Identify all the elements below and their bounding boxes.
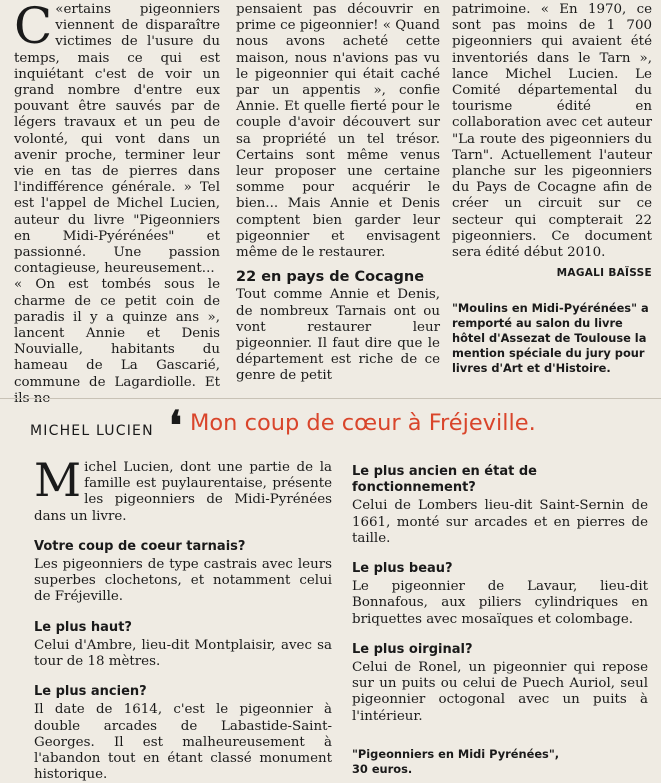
byline: MAGALI BAÏSSE bbox=[556, 267, 652, 280]
award-note: "Moulins en Midi-Pyérénées" a remporté au salon du livre hôtel d'Assezat de Toulouse la mention spéciale du jury pour livres d'Art et d'Histoire. bbox=[452, 301, 649, 375]
top-column-1 bbox=[14, 2, 220, 407]
bottom-column-2 bbox=[352, 464, 648, 777]
answer: Celui d'Ambre, lieu-dit Montplaisir, avec sa tour de 18 mètres. bbox=[34, 637, 332, 670]
drop-cap: C bbox=[14, 0, 53, 55]
top-column-2 bbox=[236, 2, 440, 385]
bottom-column-1 bbox=[34, 453, 332, 783]
book-info bbox=[352, 747, 648, 777]
question: Votre coup de coeur tarnais? bbox=[34, 538, 246, 554]
question: Le plus ancien en état de fonctionnement? bbox=[352, 464, 537, 496]
quote-mark-icon: ❛ bbox=[169, 402, 182, 449]
paragraph-4: Tout comme Annie et Denis, de nombreux Tarnais ont ou vont restaurer leur pigeonnier. Il faut dire que le département est riche de ce genre de petit bbox=[236, 287, 440, 384]
book-price: 30 euros. bbox=[352, 761, 413, 776]
lead-paragraph bbox=[14, 2, 220, 277]
intro-text: ichel Lucien, dont une partie de la famille est puylaurentaise, présente les pigeonniers de Midi-Pyrénées dans un livre. bbox=[34, 460, 332, 524]
subheading: 22 en pays de Cocagne bbox=[236, 269, 425, 286]
question: Le plus ancien? bbox=[34, 684, 147, 700]
section-header bbox=[30, 398, 660, 449]
answer: Celui de Ronel, un pigeonnier qui repose sur un puits ou celui de Puech Auriol, seul pigeonnier octogonal avec un puits à l'intérieur. bbox=[352, 660, 648, 724]
lead-text: ertains pigeonniers viennent de disparaître victimes de l'usure du temps, mais ce qui est inquiétant c'est de voir un grand nombre d'entre eux pouvant être sauvés par de légers travaux et un peu de volonté, qui vont dans un avenir proche, terminer leur vie en tas de pierres dans l'indifférence générale. » Tel est l'appel de Michel Lucien, auteur du livre "Pigeonniers en Midi-Pyérénées" et passionné. Une passion contagieuse, heureusement... bbox=[14, 2, 220, 277]
paragraph-2: « On est tombés sous le charme de ce petit coin de paradis il y a quinze ans », lancent Annie et Denis Nouvialle, habitants du hameau de La Gascarié, commune de Lagardiolle. Et ils ne bbox=[14, 277, 220, 406]
interview-intro bbox=[34, 453, 332, 525]
question: Le plus oirginal? bbox=[352, 641, 473, 657]
paragraph-5: patrimoine. « En 1970, ce sont pas moins de 1 700 pigeonniers qui avaient été inventoriés dans le Tarn », lance Michel Lucien. Le Comité départemental du tourisme édité en collaboration avec cet auteur "La route des pigeonniers du Tarn". Actuellement l'auteur planche sur les pigeonniers du Pays de Cocagne afin de créer un circuit sur ce secteur qui compterait 22 pigeonniers. Ce document sera édité début 2010. bbox=[452, 2, 652, 261]
top-column-3 bbox=[452, 2, 652, 375]
intro-drop-cap: M bbox=[34, 453, 82, 507]
answer: Les pigeonniers de type castrais avec leurs superbes clochetons, et notamment celui de Fréjeville. bbox=[34, 557, 332, 605]
book-title: "Pigeonniers en Midi Pyrénées", bbox=[352, 746, 560, 761]
paragraph-3: pensaient pas découvrir en prime ce pigeonnier! « Quand nous avons acheté cette maison, nous n'avions pas vu le pigeonnier qui était caché par un appentis », confie Annie. Et quelle fierté pour le couple d'avoir découvert sur sa propriété un tel trésor. Certains sont même venus leur proposer une certaine somme pour acquérir le bien... Mais Annie et Denis comptent bien garder leur pigeonnier et envisagent même de le restaurer. bbox=[236, 2, 440, 261]
opening-quote: « bbox=[55, 2, 64, 17]
answer: Il date de 1614, c'est le pigeonnier à double arcades de Labastide-Saint-Georges. Il est malheureusement à l'abandon tout en étant classé monument historique. bbox=[34, 702, 332, 783]
interview-author: MICHEL LUCIEN bbox=[30, 423, 154, 439]
question: Le plus beau? bbox=[352, 561, 453, 577]
answer: Celui de Lombers lieu-dit Saint-Sernin de 1661, monté sur arcades et en pierres de taille. bbox=[352, 498, 648, 546]
section-headline: Mon coup de cœur à Fréjeville. bbox=[190, 410, 536, 436]
answer: Le pigeonnier de Lavaur, lieu-dit Bonnafous, aux piliers cylindriques en briquettes avec mosaïques et colombage. bbox=[352, 579, 648, 627]
question: Le plus haut? bbox=[34, 619, 132, 635]
